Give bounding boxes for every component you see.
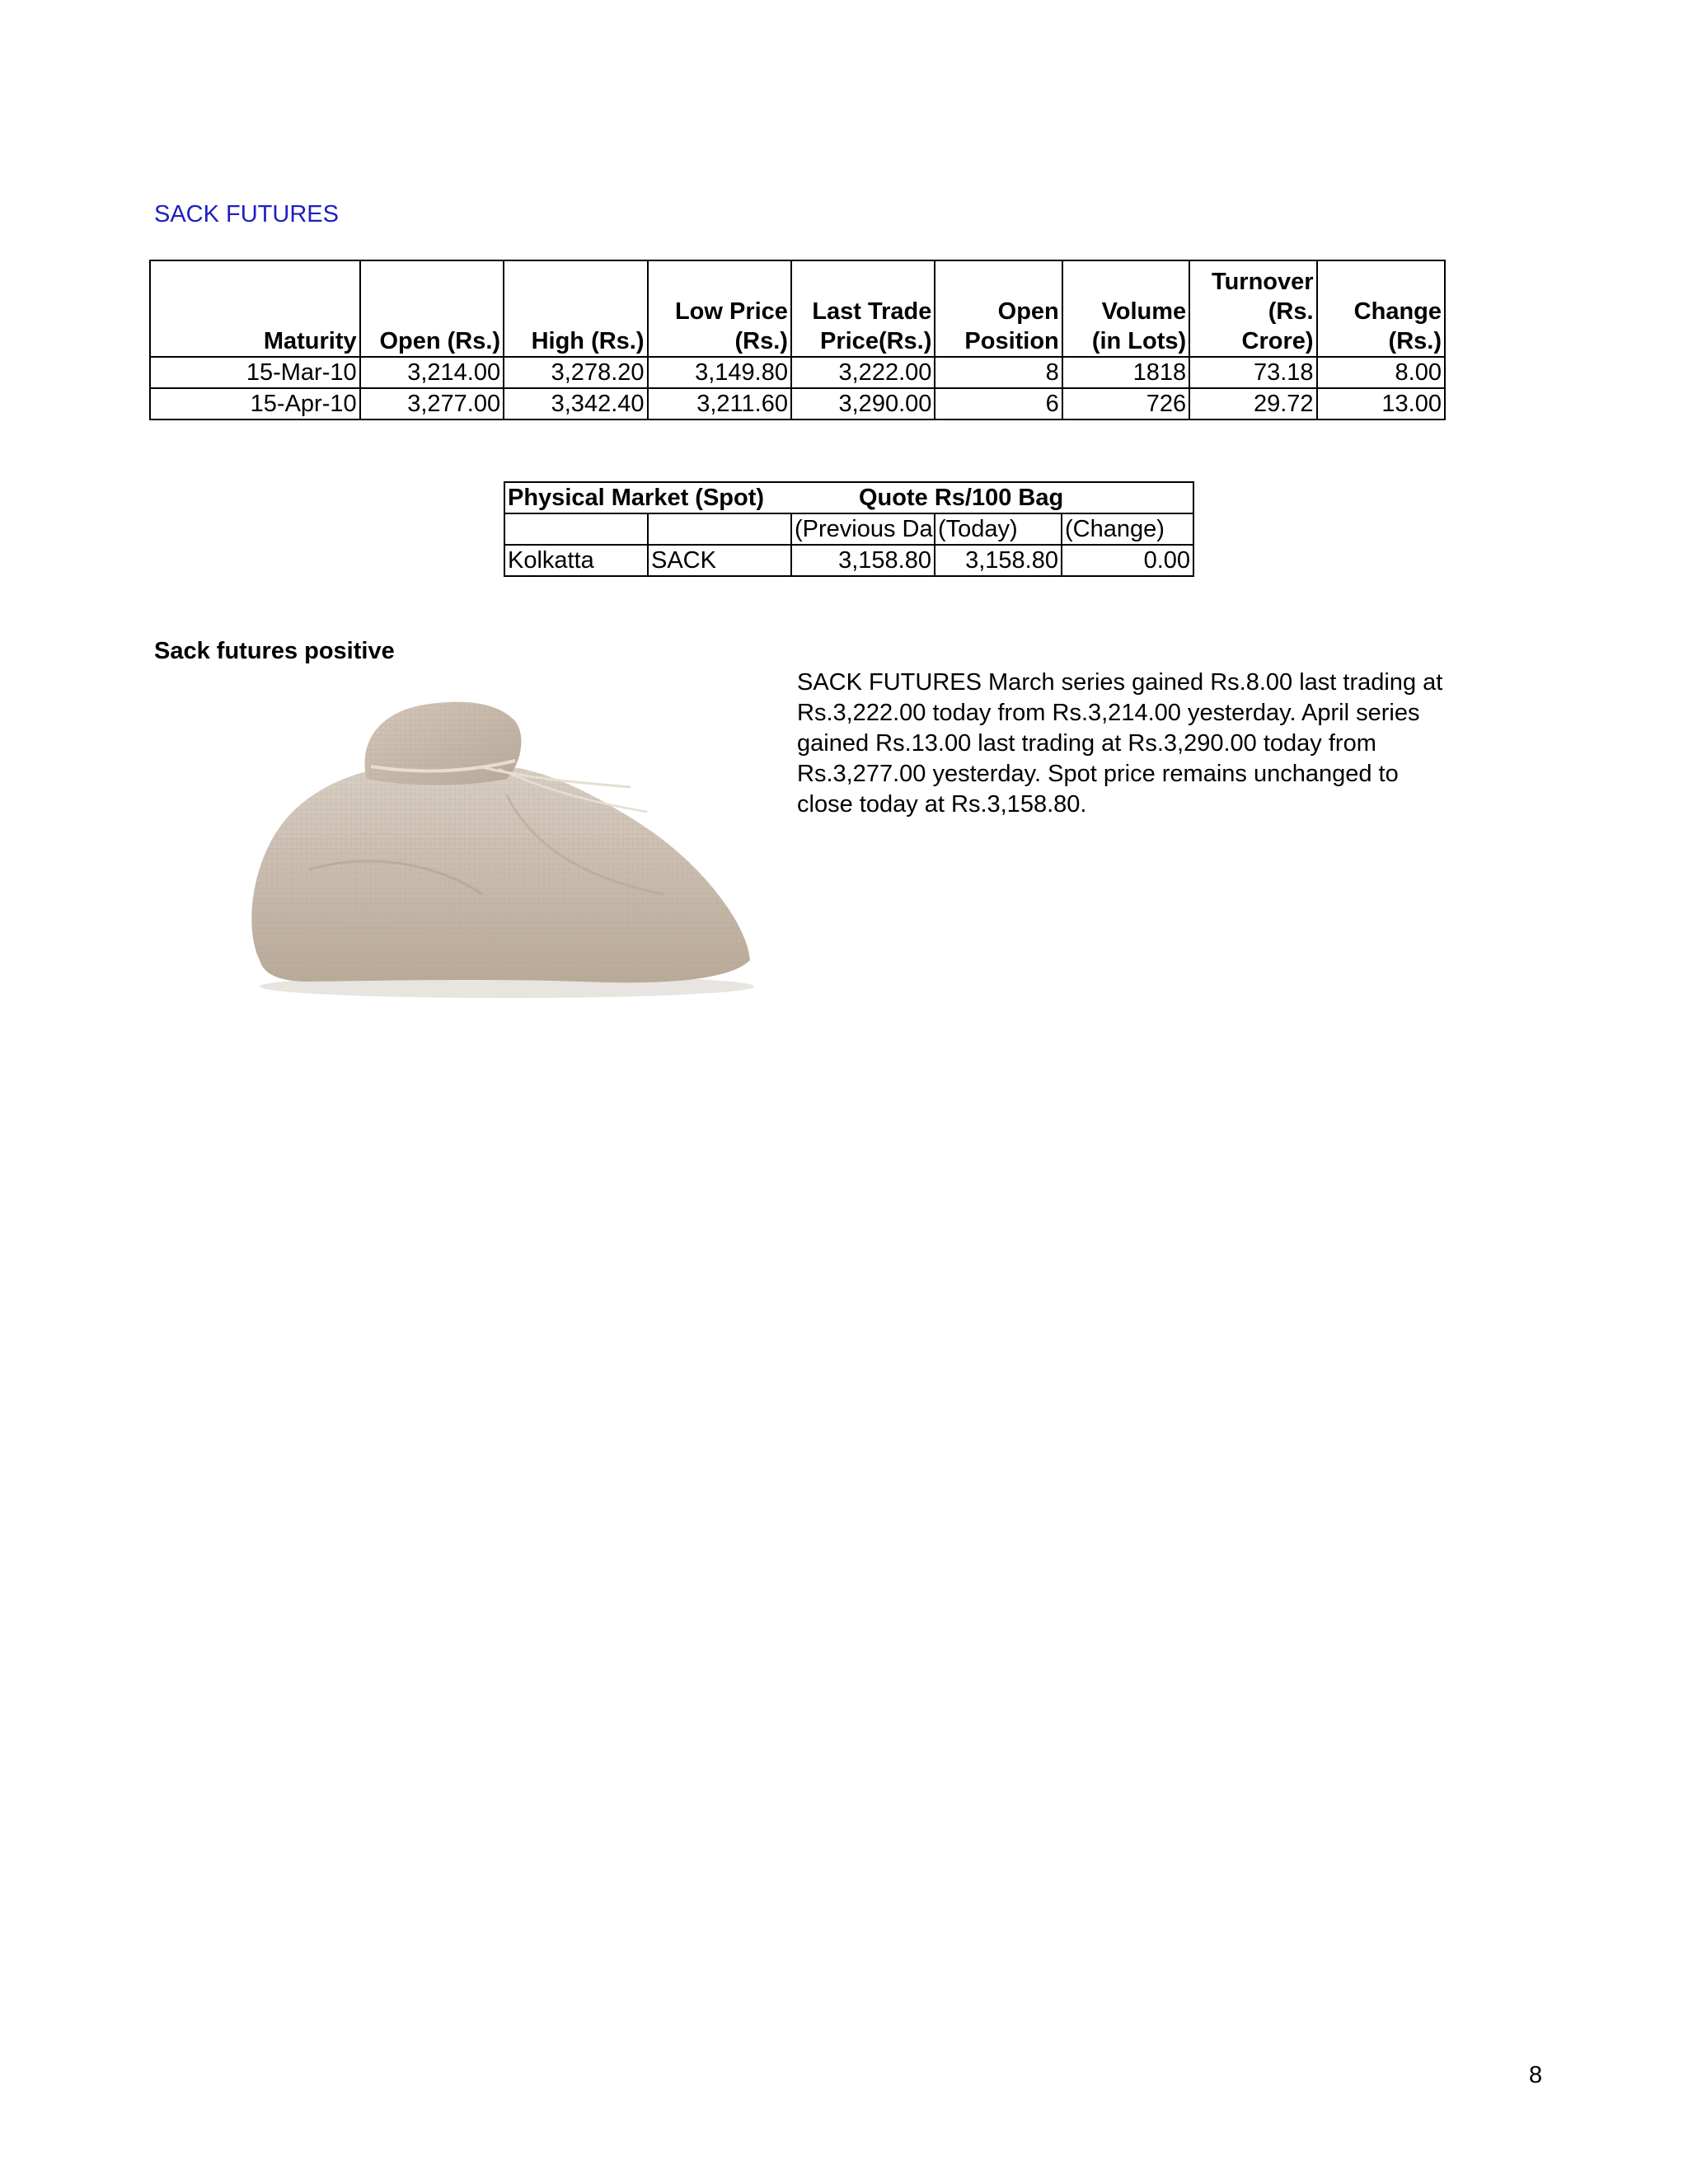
cell-low: 3,149.80 (648, 357, 791, 388)
cell-change: 8.00 (1317, 357, 1445, 388)
cell-open: 3,214.00 (360, 357, 504, 388)
spot-blank-cell (648, 513, 791, 545)
header-open-position: Open Position (935, 260, 1062, 357)
spot-market-table (504, 481, 1194, 577)
cell-high: 3,278.20 (504, 357, 647, 388)
header-maturity: Maturity (150, 260, 360, 357)
cell-change: 13.00 (1317, 388, 1445, 419)
header-last-trade-price: Last Trade Price(Rs.) (791, 260, 935, 357)
header-turnover: Turnover (Rs. Crore) (1189, 260, 1316, 357)
cell-turnover: 29.72 (1189, 388, 1316, 419)
cell-maturity: 15-Mar-10 (150, 357, 360, 388)
cell-volume: 726 (1062, 388, 1189, 419)
commentary-text: SACK FUTURES March series gained Rs.8.00 last trading at Rs.3,222.00 today from Rs.3,214.00 yesterday. April series gained Rs.13.00 last trading at Rs.3,290.00 today from Rs.3,277.00 yesterday. Spot price remains unchanged to close today at Rs.3,158.80. (797, 669, 1443, 818)
cell-last-trade: 3,222.00 (791, 357, 935, 388)
cell-last-trade: 3,290.00 (791, 388, 935, 419)
cell-low: 3,211.60 (648, 388, 791, 419)
cell-open-position: 8 (935, 357, 1062, 388)
spot-subheader-row (504, 513, 1193, 545)
header-volume: Volume (in Lots) (1062, 260, 1189, 357)
spot-today: 3,158.80 (935, 545, 1062, 576)
spot-change: 0.00 (1062, 545, 1193, 576)
spot-blank-cell (504, 513, 648, 545)
header-high: High (Rs.) (504, 260, 647, 357)
futures-header-row (150, 260, 1445, 357)
spot-quote-label: Quote Rs/100 Bag (859, 485, 1064, 511)
spot-quote-label-cell (791, 482, 1193, 513)
spot-market: Kolkatta (504, 545, 648, 576)
header-open: Open (Rs.) (360, 260, 504, 357)
section-title: SACK FUTURES (154, 201, 339, 227)
table-row (150, 388, 1445, 419)
spot-previous: 3,158.80 (791, 545, 935, 576)
page-number: 8 (1529, 2062, 1543, 2088)
header-change: Change (Rs.) (1317, 260, 1445, 357)
header-low-price: Low Price (Rs.) (648, 260, 791, 357)
cell-maturity: 15-Apr-10 (150, 388, 360, 419)
spot-title-row (504, 482, 1193, 513)
table-row (504, 545, 1193, 576)
spot-col-today: (Today) (935, 513, 1062, 545)
cell-open-position: 6 (935, 388, 1062, 419)
spot-commodity: SACK (648, 545, 791, 576)
subheading: Sack futures positive (154, 638, 395, 664)
spot-col-change: (Change) (1062, 513, 1193, 545)
sack-image (235, 688, 771, 1001)
cell-turnover: 73.18 (1189, 357, 1316, 388)
futures-table (149, 260, 1446, 420)
spot-col-previous: (Previous Da (791, 513, 935, 545)
spot-title: Physical Market (Spot) (504, 482, 791, 513)
table-row (150, 357, 1445, 388)
cell-open: 3,277.00 (360, 388, 504, 419)
cell-volume: 1818 (1062, 357, 1189, 388)
cell-high: 3,342.40 (504, 388, 647, 419)
